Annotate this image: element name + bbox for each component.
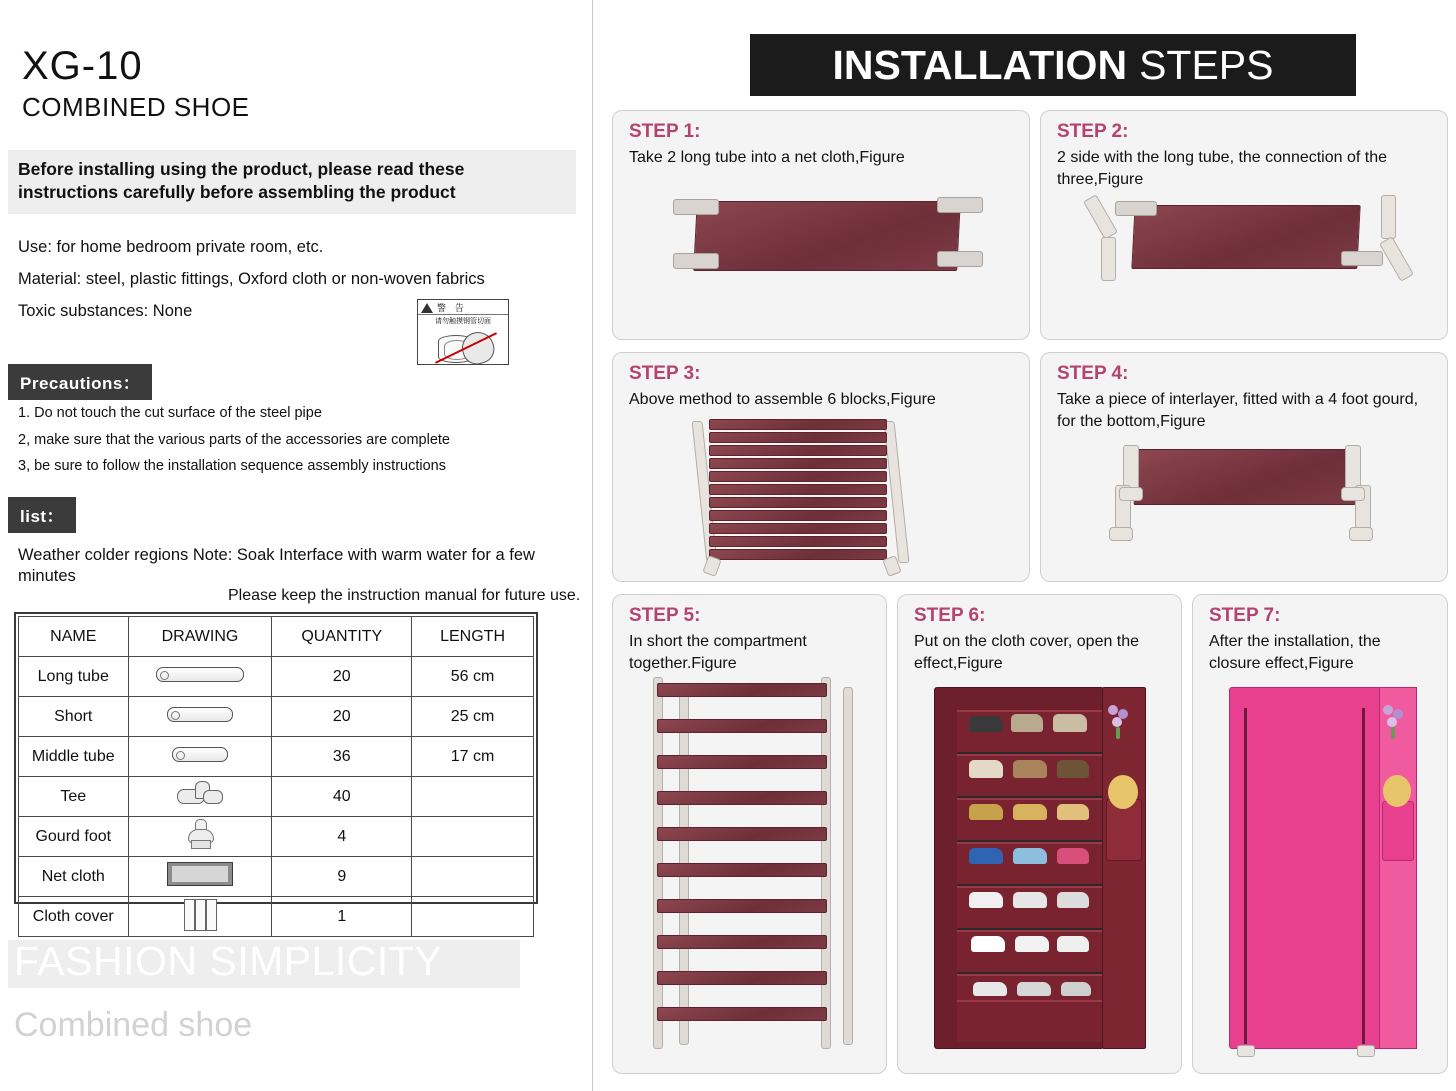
plush-toy (1383, 775, 1411, 807)
table-row (19, 737, 534, 777)
header-length: LENGTH (412, 617, 534, 657)
step-7-title: STEP 7: (1209, 605, 1281, 626)
cell-length: 25 cm (412, 697, 534, 737)
flower-decoration (1106, 705, 1132, 739)
shoe-item (1057, 804, 1089, 820)
step-3-title: STEP 3: (629, 363, 701, 384)
step-4-title: STEP 4: (1057, 363, 1129, 384)
cell-name: Cloth cover (19, 897, 129, 937)
step-3-illustration (695, 415, 945, 573)
warning-label (417, 299, 509, 365)
cell-length: 56 cm (412, 657, 534, 697)
shelf-panel (657, 827, 827, 841)
tube-cap-icon (937, 197, 983, 213)
step-2-desc: 2 side with the long tube, the connection of the three,Figure (1057, 149, 1388, 188)
tube-cap-icon (1115, 201, 1157, 216)
pre-install-notice: Before installing using the product, please read these instructions carefully before assembling the product (8, 150, 576, 214)
shoe-item (1057, 936, 1089, 952)
warning-cn-title: 警 告 (437, 304, 467, 314)
gourd-foot-icon (187, 819, 213, 849)
step-7-illustration (1219, 679, 1425, 1057)
foot-pad (1341, 487, 1365, 501)
step-1-title: STEP 1: (629, 121, 701, 142)
warning-header (418, 300, 508, 315)
stack-panel (709, 536, 887, 547)
shoe-item (969, 892, 1003, 908)
tee-connector-icon (177, 781, 223, 807)
step-5-title: STEP 5: (629, 605, 701, 626)
weather-note: Weather colder regions Note: Soak Interface with warm water for a few minutes (18, 546, 535, 585)
warning-cn-text: 请勿触摸钢管切面 (435, 317, 491, 325)
shelf-panel (657, 791, 827, 805)
interlayer-panel (1134, 449, 1359, 505)
cell-quantity: 9 (272, 857, 412, 897)
step-card-1 (612, 110, 1030, 340)
table-header-row (19, 617, 534, 657)
cell-drawing (128, 777, 272, 817)
cloth-cover-icon (184, 899, 216, 929)
spec-use: Use: for home bedroom private room, etc. (18, 238, 324, 256)
cell-name: Tee (19, 777, 129, 817)
shoe-item (1057, 848, 1089, 864)
step-4-desc: Take a piece of interlayer, fitted with a 4 foot gourd, for the bottom,Figure (1057, 391, 1419, 430)
net-cloth-panel (693, 201, 961, 271)
plush-toy (1108, 775, 1138, 809)
long-tube-icon (156, 667, 244, 682)
shoe-item (1057, 760, 1089, 778)
banner-light-text: STEPS (1139, 41, 1274, 88)
foot-pad (1237, 1045, 1255, 1057)
net-cloth-icon (167, 862, 233, 886)
list-heading: list： (8, 497, 76, 533)
cell-quantity: 40 (272, 777, 412, 817)
right-column (600, 0, 1456, 1091)
stack-panel (709, 549, 887, 560)
shoe-item (1057, 892, 1089, 908)
cell-quantity: 20 (272, 657, 412, 697)
step-1-desc: Take 2 long tube into a net cloth,Figure (629, 149, 905, 166)
step-3-desc: Above method to assemble 6 blocks,Figure (629, 391, 936, 408)
shoe-item (1013, 804, 1047, 820)
step-2-title: STEP 2: (1057, 121, 1129, 142)
cell-name: Middle tube (19, 737, 129, 777)
cell-length: 17 cm (412, 737, 534, 777)
long-tube-icon (1083, 194, 1118, 240)
zipper-line (1362, 708, 1365, 1044)
step-6-title: STEP 6: (914, 605, 986, 626)
model-number: XG-10 (22, 44, 143, 88)
installation-banner (750, 34, 1356, 96)
net-cloth-panel (1131, 205, 1360, 269)
shoe-item (969, 848, 1003, 864)
step-2-illustration (1071, 189, 1421, 299)
cell-quantity: 1 (272, 897, 412, 937)
cloth-cover-body (934, 687, 1104, 1049)
table-row (19, 777, 534, 817)
shoe-item (969, 716, 1003, 732)
shoe-item (1061, 982, 1091, 996)
prohibition-slash-icon (432, 328, 500, 366)
step-card-3 (612, 352, 1030, 582)
stack-panel (709, 484, 887, 495)
side-pocket (1382, 801, 1414, 861)
stack-panel (709, 445, 887, 456)
cell-drawing (128, 857, 272, 897)
header-name: NAME (19, 617, 129, 657)
tee-connector-icon (1381, 195, 1396, 239)
tube-cap-icon (673, 253, 719, 269)
tee-connector-icon (1101, 237, 1116, 281)
step-5-desc: In short the compartment together.Figure (629, 633, 807, 672)
cell-drawing (128, 817, 272, 857)
corner-post (843, 687, 853, 1045)
flower-decoration (1381, 705, 1407, 739)
step-card-5 (612, 594, 887, 1074)
shoe-item (1013, 760, 1047, 778)
keep-manual-note: Please keep the instruction manual for future use. (228, 587, 581, 604)
cell-name: Long tube (19, 657, 129, 697)
cell-length (412, 857, 534, 897)
table-row (19, 697, 534, 737)
cell-quantity: 4 (272, 817, 412, 857)
header-drawing: DRAWING (128, 617, 272, 657)
shelf-row (957, 1000, 1109, 1042)
shelf-interior (957, 710, 1109, 1040)
table-row (19, 897, 534, 937)
shelf-panel (657, 863, 827, 877)
closed-cover-body (1229, 687, 1381, 1049)
shelf-panel (657, 683, 827, 697)
warning-illustration (418, 326, 508, 368)
cell-drawing (128, 697, 272, 737)
shoe-item (1017, 982, 1051, 996)
left-column (0, 0, 592, 1091)
shoe-item (1053, 714, 1087, 732)
cell-name: Net cloth (19, 857, 129, 897)
banner-bold-text: INSTALLATION (832, 41, 1128, 88)
tube-cap-icon (673, 199, 719, 215)
cell-length (412, 817, 534, 857)
column-divider (592, 0, 593, 1091)
shelf-panel (657, 719, 827, 733)
long-tube-icon (1379, 236, 1414, 282)
cell-quantity: 20 (272, 697, 412, 737)
cover-side-panel (1379, 687, 1417, 1049)
shoe-item (1013, 892, 1047, 908)
parts-table (18, 616, 534, 937)
step-5-illustration (643, 677, 858, 1057)
cell-drawing (128, 657, 272, 697)
spec-toxic: Toxic substances: None (18, 302, 193, 320)
tube-cap-icon (937, 251, 983, 267)
shelf-panel (657, 971, 827, 985)
foot-pad (1119, 487, 1143, 501)
foot-pad (1349, 527, 1373, 541)
precaution-item-1: 1. Do not touch the cut surface of the steel pipe (18, 405, 322, 421)
warning-triangle-icon (421, 303, 433, 313)
short-tube-icon (167, 707, 233, 722)
precautions-heading: Precautions： (8, 364, 152, 400)
stack-panel (709, 510, 887, 521)
shoe-item (969, 760, 1003, 778)
stack-panel (709, 419, 887, 430)
shelf-panel (657, 935, 827, 949)
shoe-item (1011, 714, 1043, 732)
table-row (19, 657, 534, 697)
cell-length (412, 777, 534, 817)
header-quantity: QUANTITY (272, 617, 412, 657)
step-card-7 (1192, 594, 1448, 1074)
precaution-item-3: 3, be sure to follow the installation sequence assembly instructions (18, 458, 446, 474)
shoe-item (1013, 848, 1047, 864)
shelf-panel (657, 899, 827, 913)
cell-drawing (128, 897, 272, 937)
step-card-6 (897, 594, 1182, 1074)
product-name: COMBINED SHOE (22, 92, 250, 122)
table-row (19, 817, 534, 857)
middle-tube-icon (172, 747, 228, 762)
cell-length (412, 897, 534, 937)
shoe-item (969, 804, 1003, 820)
side-rail (884, 421, 910, 563)
shoe-item (973, 982, 1007, 996)
foot-pad (1357, 1045, 1375, 1057)
step-4-illustration (1087, 439, 1407, 549)
foot-pad (1109, 527, 1133, 541)
zipper-line (1244, 708, 1247, 1044)
stack-panel (709, 432, 887, 443)
cell-quantity: 36 (272, 737, 412, 777)
precaution-item-2: 2, make sure that the various parts of the accessories are complete (18, 432, 450, 448)
cell-name: Short (19, 697, 129, 737)
step-card-2 (1040, 110, 1448, 340)
shelf-panel (657, 755, 827, 769)
footer-subtitle: Combined shoe (14, 1006, 253, 1044)
step-1-illustration (665, 195, 985, 281)
step-6-illustration (920, 679, 1160, 1057)
spec-material: Material: steel, plastic fittings, Oxford cloth or non-woven fabrics (18, 270, 485, 288)
step-6-desc: Put on the cloth cover, open the effect,Figure (914, 633, 1140, 672)
step-card-4 (1040, 352, 1448, 582)
cell-drawing (128, 737, 272, 777)
shoe-item (1015, 936, 1049, 952)
cover-side-panel (1102, 687, 1146, 1049)
stack-panel (709, 523, 887, 534)
tube-cap-icon (1341, 251, 1383, 266)
stack-panel (709, 458, 887, 469)
step-7-desc: After the installation, the closure effect,Figure (1209, 633, 1381, 672)
stack-panel (709, 471, 887, 482)
cell-name: Gourd foot (19, 817, 129, 857)
table-row (19, 857, 534, 897)
shelf-panel (657, 1007, 827, 1021)
shoe-item (971, 936, 1005, 952)
stack-panel (709, 497, 887, 508)
footer-title: FASHION SIMPLICITY (14, 938, 443, 984)
